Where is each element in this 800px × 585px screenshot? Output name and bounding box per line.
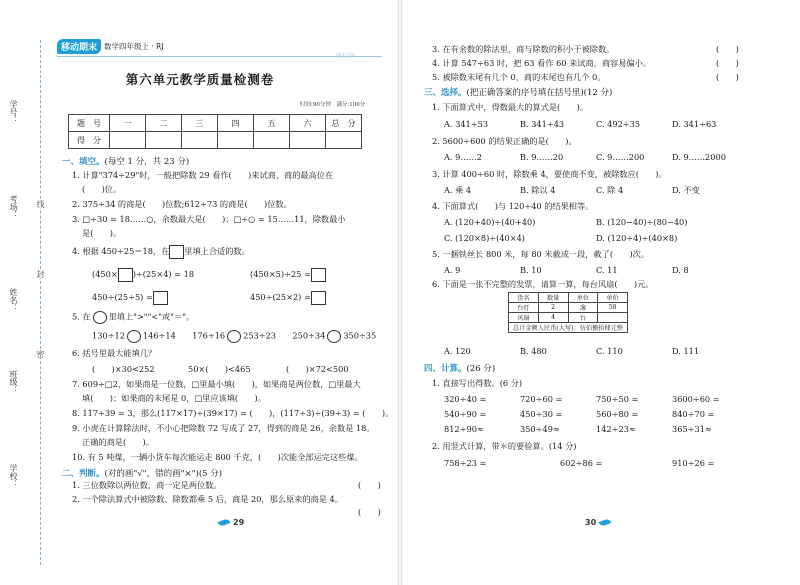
calc-2: 2. 用竖式计算，带＊的要验算。(14 分): [432, 441, 577, 451]
question-5: [72, 311, 194, 324]
invoice-cell: 2: [538, 303, 568, 313]
score-input-cell[interactable]: [110, 132, 146, 149]
brand-name: 移动期末: [57, 39, 101, 54]
judge-2: 2. 一个除法算式中被除数、除数都乘 5 后，商是 20，那么原来的商是 4。: [72, 494, 343, 504]
page-number-left: [218, 518, 244, 527]
choice-1: 1. 下面算式中，得数最大的算式是( )。: [432, 102, 588, 112]
choice-4-option[interactable]: B. (120−40)÷(80−40): [596, 217, 688, 227]
compare-left: 176÷16: [192, 330, 226, 341]
label-class: 班级：: [9, 370, 18, 394]
exam-meta: 时间:90分钟 满分:100分: [300, 102, 366, 108]
compare-circle[interactable]: [127, 330, 141, 343]
choice-1-option[interactable]: C. 492÷35: [596, 119, 641, 129]
invoice-cell: [598, 313, 628, 323]
score-input-cell[interactable]: [146, 132, 182, 149]
score-cell: 二: [146, 115, 182, 132]
choice-4-option[interactable]: D. (120÷4)÷(40×8): [596, 233, 678, 243]
binding-line: [40, 40, 41, 565]
choice-5-option[interactable]: A. 9: [444, 265, 461, 275]
calc-item[interactable]: 365÷31≈: [672, 424, 712, 434]
cut-line-mark: 线: [36, 200, 45, 208]
question-4-text-2: 里填上合适的数。: [184, 246, 250, 256]
expr-text: (450×5)÷25 =: [250, 269, 311, 279]
header-tag: 期末达标: [336, 53, 357, 59]
compare-right: 350÷35: [343, 330, 377, 341]
choice-2: 2. 5600÷600 的结果正确的是( )。: [432, 136, 577, 146]
page-title: 第六单元教学质量检测卷: [125, 72, 275, 87]
choice-6-option[interactable]: C. 110: [596, 346, 623, 356]
score-cell: 得 分: [69, 132, 110, 149]
score-cell: 五: [254, 115, 290, 132]
question-4-text: 4. 根据 450÷25＝18，在: [72, 246, 170, 256]
section-title: 四、计算。: [424, 364, 467, 374]
choice-6-option[interactable]: A. 120: [444, 346, 471, 356]
section-judge: [62, 467, 222, 479]
calc-item[interactable]: 720÷60 =: [520, 394, 563, 404]
score-cell: 三: [182, 115, 218, 132]
calc-item[interactable]: 560÷80 =: [596, 409, 639, 419]
score-cell: 六: [290, 115, 326, 132]
choice-2-option[interactable]: A. 9……2: [444, 152, 482, 162]
judge-5: 5. 被除数末尾有几个 0，商的末尾也有几个 0。: [432, 72, 606, 82]
invoice-cell: 台灯: [509, 303, 539, 313]
question-7: 7. 609÷□2，如果商是一位数，□里最小填( )，如果商是两位数，□里最大: [72, 379, 361, 389]
score-value-row: [69, 132, 362, 149]
vertical-calc-item[interactable]: 758÷23 =: [444, 458, 487, 468]
calc-item[interactable]: 450÷30 =: [520, 409, 563, 419]
choice-5: 5. 一捆铁丝长 800 米，每 80 米截成一段，截了( )次。: [432, 249, 650, 259]
compare-right: 146÷14: [142, 330, 176, 341]
question-7-cont: 填( )；如果商的末尾是 0，□里应该填( )。: [82, 393, 266, 403]
invoice-cell: 风扇: [509, 313, 539, 323]
answer-box[interactable]: [311, 291, 326, 305]
brand-subtitle: 数学四年级上 · RJ: [104, 42, 164, 51]
choice-3-option[interactable]: B. 除以 4: [520, 185, 556, 195]
invoice-cell: 单价: [598, 293, 628, 303]
invoice-cell: 58: [598, 303, 628, 313]
question-6: 6. 括号里最大能填几？: [72, 348, 157, 358]
invoice-cell: 台: [568, 313, 598, 323]
invoice-cell: 4: [538, 313, 568, 323]
leaf-icon: [599, 518, 612, 527]
choice-3-option[interactable]: C. 除 4: [596, 185, 624, 195]
section-calculation: [424, 362, 495, 374]
invoice-cell: 数量: [538, 293, 568, 303]
score-input-cell[interactable]: [182, 132, 218, 149]
expr-text: )÷(25×4) = 18: [132, 269, 195, 279]
choice-5-option[interactable]: D. 8: [672, 265, 689, 275]
section-note: (把正确答案的序号填在括号里)(12 分): [466, 88, 613, 98]
judge-3-answer[interactable]: ( ): [716, 44, 739, 54]
question-3-cont: 是( )。: [82, 228, 122, 238]
vertical-calc-item[interactable]: 602÷86 =: [560, 458, 603, 468]
q6-blank-2: 50×( )<465: [188, 364, 251, 374]
judge-3: 3. 在有余数的除法里，商与除数的积小于被除数。: [432, 44, 615, 54]
section-note: (26 分): [466, 364, 496, 374]
choice-2-option[interactable]: C. 9……200: [596, 152, 645, 162]
judge-1: 1. 三位数除以两位数，商一定是两位数。: [72, 480, 222, 490]
choice-4-option[interactable]: A. (120+40)÷(40+40): [444, 217, 536, 227]
section-title: 二、判断。: [62, 469, 105, 479]
score-table: [68, 114, 362, 149]
section-title: 一、填空。: [62, 157, 105, 167]
question-8: 8. 117÷39 = 3，那么(117×17)÷(39×17) = ( )，(117÷3)÷(39÷3) = ( )。: [72, 408, 394, 418]
label-school: 学校：: [9, 464, 18, 488]
expr-text: (450×: [92, 269, 118, 279]
question-5-text: 5. 在: [72, 311, 91, 322]
calc-item[interactable]: 320÷40 =: [444, 394, 487, 404]
answer-box[interactable]: [169, 245, 184, 259]
question-5-text-2: 里填上">""<"或"＝"。: [108, 311, 195, 322]
calc-item[interactable]: 350÷49≈: [520, 424, 560, 434]
invoice-table: [508, 292, 628, 333]
question-9-cont: 正确的商是( )。: [82, 437, 154, 447]
vertical-calc-item[interactable]: 910÷26 =: [672, 458, 715, 468]
label-student-id: 学号：: [9, 100, 18, 124]
q4-expr-3: [92, 291, 168, 305]
calc-item[interactable]: 3600÷60 =: [672, 394, 720, 404]
choice-2-option[interactable]: B. 9……20: [520, 152, 564, 162]
q6-blank-3: ( )×72<500: [286, 364, 349, 374]
question-3: 3. □÷30 = 18……○，余数最大是( )；□÷○ = 15……11，除数最小: [72, 214, 346, 224]
score-input-cell[interactable]: [326, 132, 362, 149]
answer-box[interactable]: [118, 268, 133, 282]
section-title: 三、选择。: [424, 88, 467, 98]
question-1: 1. 计算"374÷29"时，一般把除数 29 看作( )来试商，商的最高位在: [72, 170, 334, 180]
question-1-cont: ( )位。: [82, 184, 122, 194]
compare-left: 250÷34: [292, 330, 326, 341]
score-input-cell[interactable]: [218, 132, 254, 149]
label-exam-room: 考场：: [9, 195, 18, 219]
judge-4: 4. 计算 547÷63 时，把 63 看作 60 来试商，商容易偏小。: [432, 58, 651, 68]
calc-1: 1. 直接写出得数。(6 分): [432, 378, 523, 388]
score-input-cell[interactable]: [254, 132, 290, 149]
score-header-row: [69, 115, 362, 132]
answer-box[interactable]: [153, 291, 168, 305]
section-note: (每空 1 分，共 23 分): [104, 157, 190, 167]
page-number: 30: [585, 518, 597, 527]
choice-1-option[interactable]: D. 341÷63: [672, 119, 717, 129]
calc-item[interactable]: 840÷70 =: [672, 409, 715, 419]
section-fill-in: [62, 155, 189, 167]
expr-text: 450÷(25÷5) =: [92, 292, 153, 302]
question-4: [72, 245, 250, 259]
calc-item[interactable]: 750÷50 =: [596, 394, 639, 404]
question-9: 9. 小虎在计算除法时，不小心把除数 72 写成了 27，得到的商是 26，余数是 18。: [72, 423, 375, 433]
choice-6-option[interactable]: D. 111: [672, 346, 700, 356]
choice-4: 4. 下面算式( )与 120÷40 的结果相等。: [432, 201, 594, 211]
brand-logo: [57, 39, 164, 54]
score-cell: 一: [110, 115, 146, 132]
choice-3-option[interactable]: D. 不变: [672, 185, 700, 195]
choice-1-option[interactable]: A. 341÷53: [444, 119, 489, 129]
q6-blank-1: ( )×30<252: [92, 364, 155, 374]
choice-6-option[interactable]: B. 480: [520, 346, 547, 356]
invoice-total-row: [509, 323, 628, 333]
invoice-header-row: [509, 293, 628, 303]
leaf-icon: [218, 518, 231, 527]
choice-6: 6. 下面是一张不完整的发票，请算一算，每台风扇( )元。: [432, 279, 654, 289]
section-choice: [424, 86, 612, 98]
q4-expr-1: [92, 268, 194, 282]
cut-secret-mark: 密: [36, 350, 45, 358]
choice-3: 3. 计算 400÷60 时，除数乘 4，要使商不变，被除数应( )。: [432, 169, 667, 179]
choice-2-option[interactable]: D. 9……2000: [672, 152, 726, 162]
q5-compare-row: [92, 330, 376, 343]
judge-1-answer[interactable]: ( ): [358, 480, 381, 490]
page-number-right: [585, 518, 614, 527]
choice-5-option[interactable]: B. 10: [520, 265, 542, 275]
compare-circle[interactable]: [327, 330, 341, 343]
compare-left: 130÷12: [92, 330, 125, 341]
answer-box[interactable]: [311, 268, 326, 282]
compare-circle[interactable]: [93, 311, 107, 324]
expr-text: 450÷(25×2) =: [250, 292, 311, 302]
invoice-cell: 货名: [509, 293, 539, 303]
choice-5-option[interactable]: C. 11: [596, 265, 618, 275]
compare-right: 253÷23: [243, 330, 277, 341]
choice-4-option[interactable]: C. (120×8)÷(40×4): [444, 233, 525, 243]
judge-2-answer[interactable]: ( ): [358, 507, 381, 517]
page-number: 29: [233, 518, 245, 527]
score-cell: 四: [218, 115, 254, 132]
label-name: 姓名：: [9, 288, 18, 312]
calc-item[interactable]: 812÷90≈: [444, 424, 484, 434]
header-rule: [57, 56, 382, 57]
question-2: 2. 375÷34 的商是( )位数;612÷73 的商是( )位数。: [72, 199, 292, 209]
invoice-row: [509, 303, 628, 313]
compare-circle[interactable]: [227, 330, 241, 343]
score-cell: 总 分: [326, 115, 362, 132]
invoice-total: 总计金额人民币(大写)：伍佰捌拾肆元整: [509, 323, 628, 333]
choice-1-option[interactable]: B. 341÷43: [520, 119, 565, 129]
q4-expr-4: [250, 291, 326, 305]
calc-item[interactable]: 142÷23≈: [596, 424, 636, 434]
invoice-cell: 盏: [568, 303, 598, 313]
invoice-cell: 单位: [568, 293, 598, 303]
judge-4-answer[interactable]: ( ): [716, 58, 739, 68]
question-10: 10. 有 5 吨煤，一辆小货车每次能运走 800 千克，( )次能全部运完这些煤。: [72, 452, 363, 462]
score-cell: 题 号: [69, 115, 110, 132]
cut-seal-mark: 封: [36, 270, 45, 278]
section-note: (对的画"√"，错的画"×")(5 分): [104, 469, 223, 479]
book-spine: [398, 0, 402, 585]
calc-item[interactable]: 540÷90 =: [444, 409, 487, 419]
q4-expr-2: [250, 268, 326, 282]
judge-5-answer[interactable]: ( ): [716, 72, 739, 82]
score-input-cell[interactable]: [290, 132, 326, 149]
invoice-row: [509, 313, 628, 323]
choice-3-option[interactable]: A. 乘 4: [444, 185, 472, 195]
